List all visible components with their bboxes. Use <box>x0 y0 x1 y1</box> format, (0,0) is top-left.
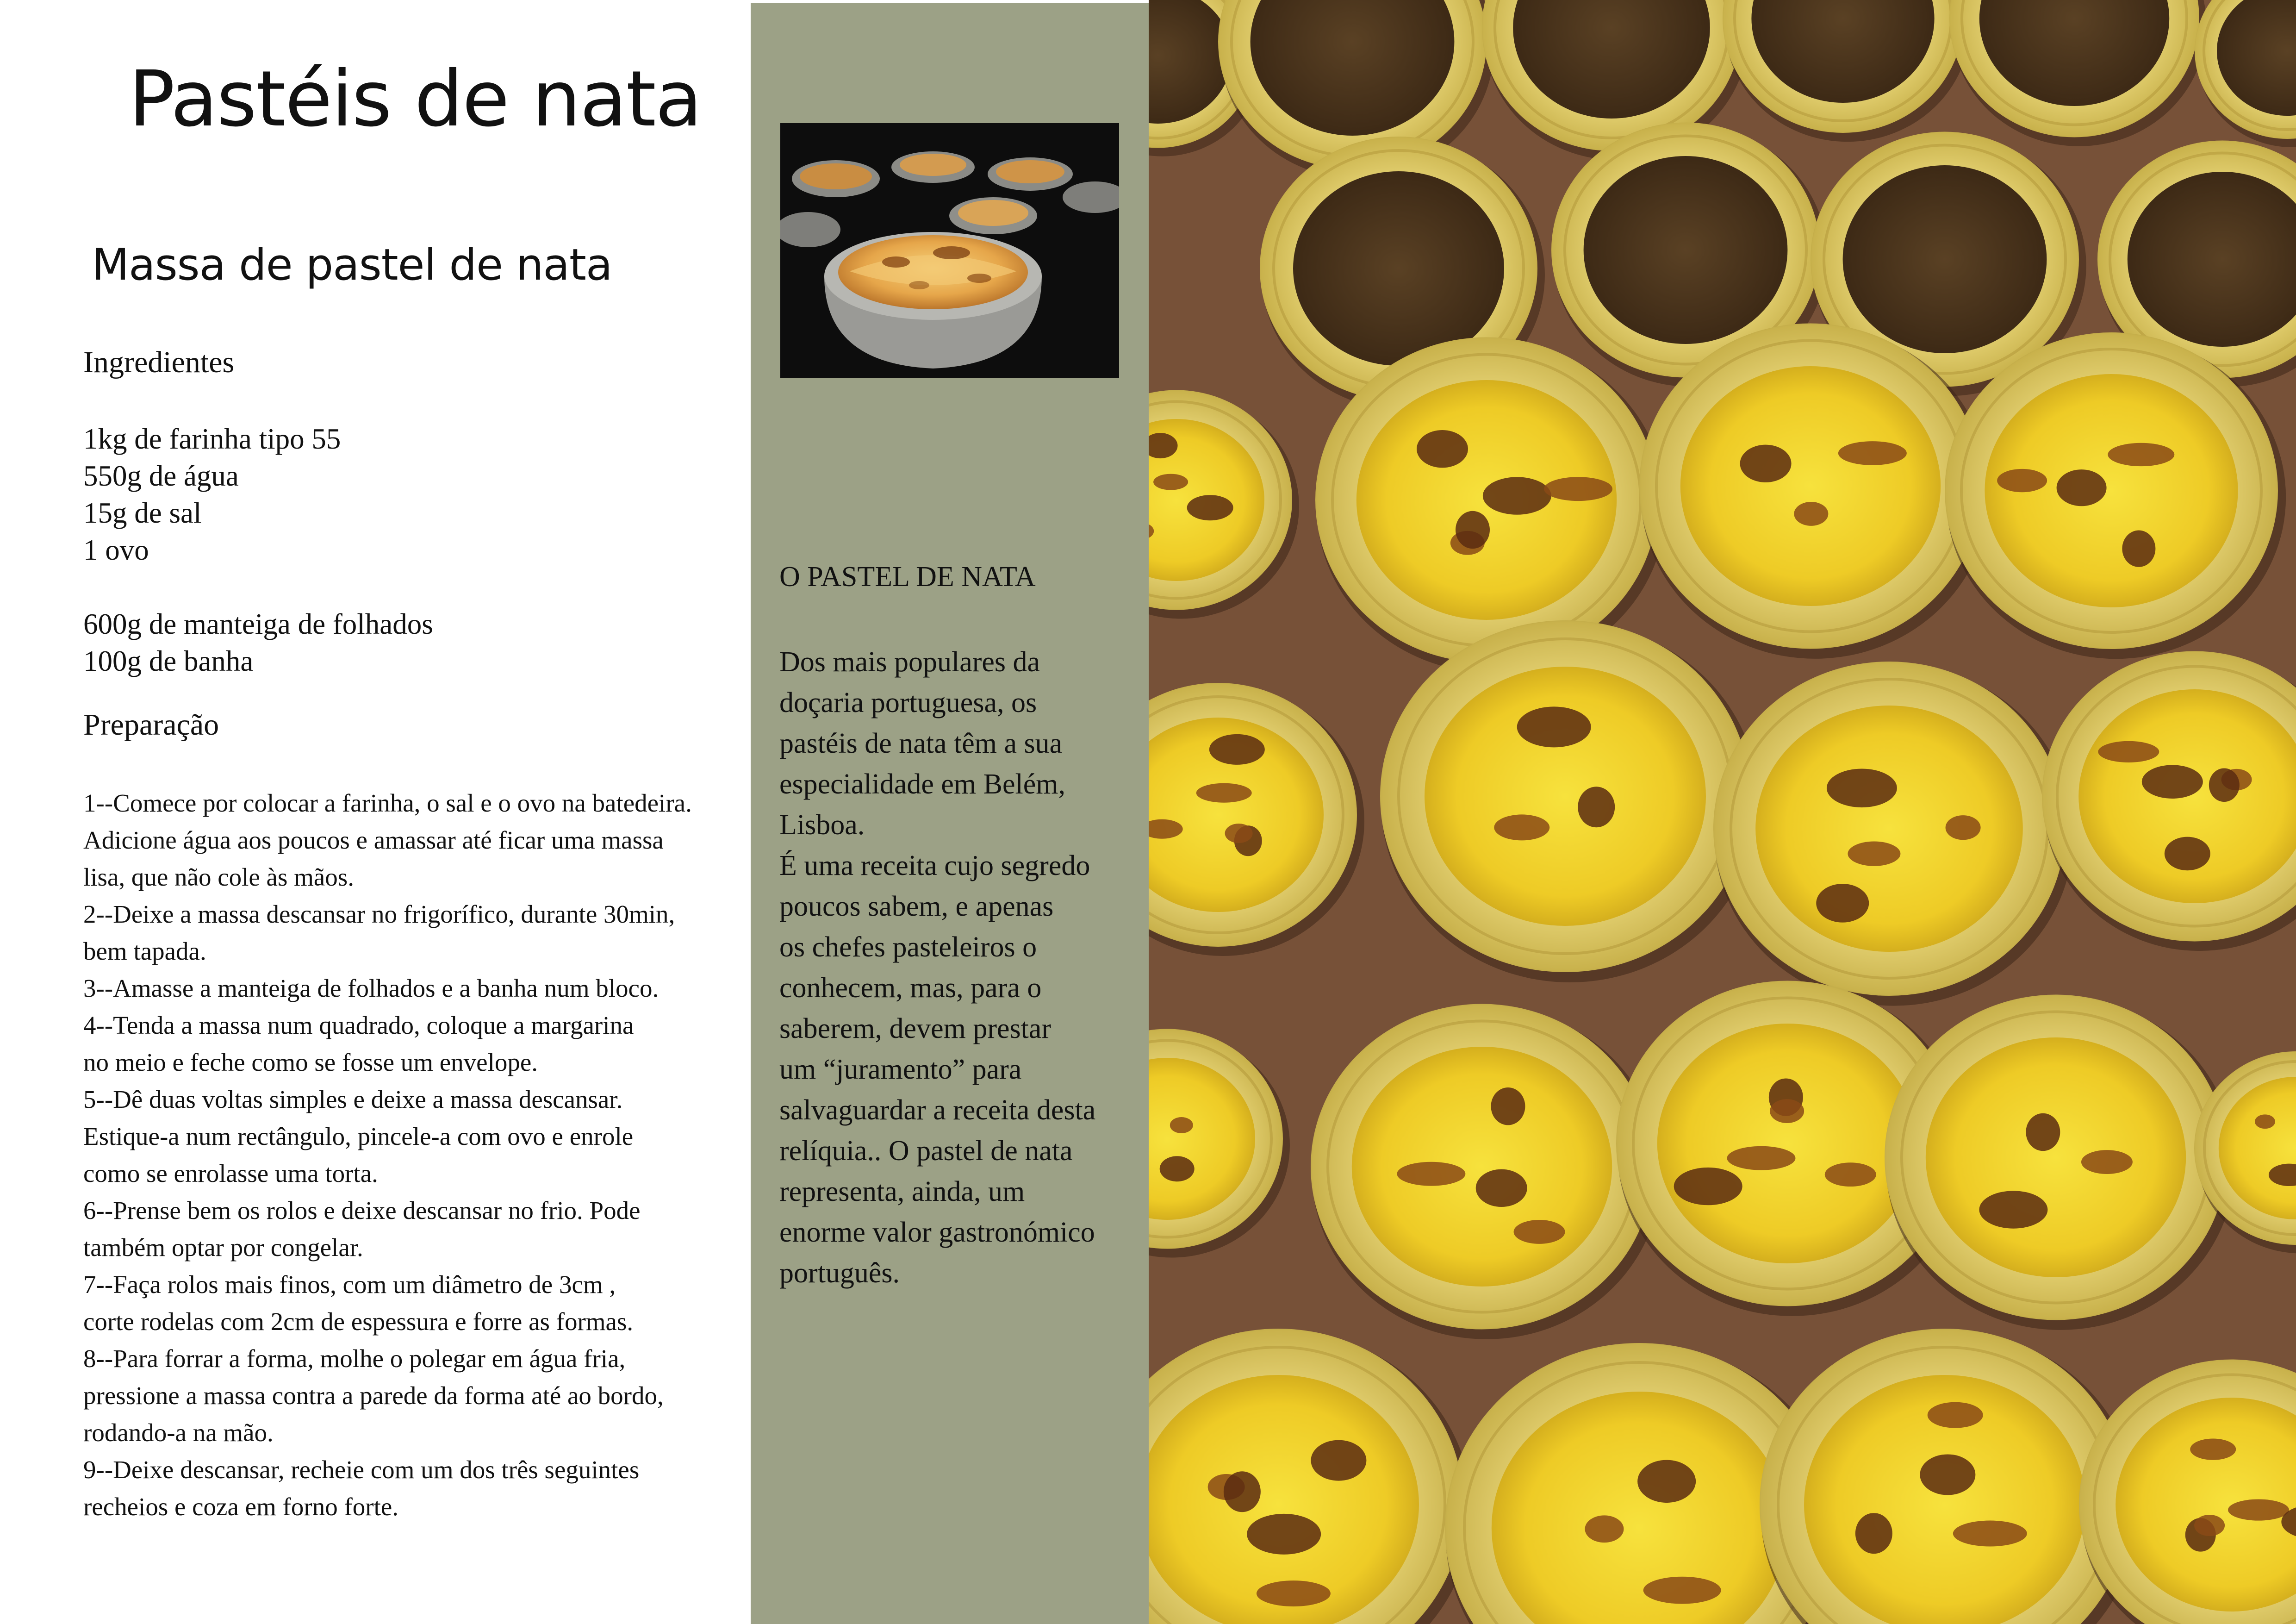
sidebar-line: pastéis de nata têm a sua <box>779 728 1063 759</box>
step-line: Adicione água aos poucos e amassar até ficar uma massa <box>83 826 664 854</box>
step-line: 9--Deixe descansar, recheie com um dos três seguintes <box>83 1455 640 1484</box>
pastel-thumbnail-illustration <box>780 123 1119 378</box>
ingredient-item: 100g de banha <box>83 645 254 677</box>
sidebar-line: saberem, devem prestar <box>779 1013 1052 1044</box>
custard-tart <box>1713 662 2073 1006</box>
ingredient-item: 1 ovo <box>83 534 149 566</box>
sidebar-line: poucos sabem, e apenas <box>779 891 1054 922</box>
step-line: como se enrolasse uma torta. <box>83 1159 378 1187</box>
step-line: 7--Faça rolos mais finos, com um diâmetro de 3cm , <box>83 1270 616 1299</box>
ingredient-spacer <box>83 568 433 606</box>
sidebar-line: especialidade em Belém, <box>779 768 1066 800</box>
step-line: também optar por congelar. <box>83 1233 363 1262</box>
step-line: rodando-a na mão. <box>83 1418 274 1447</box>
sidebar-line: doçaria portuguesa, os <box>779 687 1037 718</box>
sidebar-line: É uma receita cujo segredo <box>779 850 1090 881</box>
sidebar-text <box>779 642 1095 1293</box>
step-line: pressione a massa contra a parede da forma até ao bordo, <box>83 1381 664 1410</box>
recipe-text-column <box>0 0 750 1624</box>
step-line: bem tapada. <box>83 937 206 965</box>
sidebar-line: conhecem, mas, para o <box>779 972 1042 1004</box>
ingredients-heading: Ingredientes <box>83 345 235 379</box>
sidebar-line: relíquia.. O pastel de nata <box>779 1135 1073 1167</box>
ingredients-list <box>83 420 433 680</box>
ingredient-item: 1kg de farinha tipo 55 <box>83 423 341 455</box>
step-line: 8--Para forrar a forma, molhe o polegar em água fria, <box>83 1344 626 1373</box>
step-line: 2--Deixe a massa descansar no frigorífico, durante 30min, <box>83 900 675 928</box>
step-line: 3--Amasse a manteiga de folhados e a banha num bloco. <box>83 974 659 1002</box>
ingredient-item: 15g de sal <box>83 497 202 529</box>
preparation-steps <box>83 785 750 1525</box>
sidebar-line: um “juramento” para <box>779 1054 1022 1085</box>
step-line: 5--Dê duas voltas simples e deixe a massa descansar. <box>83 1085 623 1113</box>
pasteis-photo <box>1149 0 2296 1624</box>
sidebar-line: representa, ainda, um <box>779 1176 1025 1207</box>
sidebar-line: português. <box>779 1257 900 1289</box>
pastel-thumbnail-image <box>780 123 1119 378</box>
step-line: recheios e coza em forno forte. <box>83 1493 399 1521</box>
recipe-subtitle: Massa de pastel de nata <box>92 240 612 290</box>
step-line: corte rodelas com 2cm de espessura e forre as formas. <box>83 1307 634 1336</box>
sidebar-line: Lisboa. <box>779 809 865 841</box>
sidebar-line: enorme valor gastronómico <box>779 1217 1095 1248</box>
ingredient-item: 550g de água <box>83 460 239 492</box>
step-line: 4--Tenda a massa num quadrado, coloque a margarina <box>83 1011 634 1039</box>
step-line: 1--Comece por colocar a farinha, o sal e o ovo na batedeira. <box>83 789 692 817</box>
page-title: Pastéis de nata <box>129 55 702 144</box>
ingredient-item: 600g de manteiga de folhados <box>83 608 433 640</box>
sidebar-panel <box>751 3 1149 1624</box>
sidebar-heading: O PASTEL DE NATA <box>779 561 1036 593</box>
sidebar-line: os chefes pasteleiros o <box>779 931 1037 963</box>
sidebar-line: Dos mais populares da <box>779 646 1040 678</box>
sidebar-line: salvaguardar a receita desta <box>779 1094 1096 1126</box>
step-line: 6--Prense bem os rolos e deixe descansar no frio. Pode <box>83 1196 641 1224</box>
custard-tart <box>1380 620 1759 982</box>
step-line: no meio e feche como se fosse um envelope. <box>83 1048 538 1076</box>
step-line: Estique-a num rectângulo, pincele-a com ovo e enrole <box>83 1122 634 1150</box>
step-line: lisa, que não cole às mãos. <box>83 863 354 891</box>
preparation-heading: Preparação <box>83 708 219 742</box>
pasteis-photo-illustration <box>1149 0 2296 1624</box>
